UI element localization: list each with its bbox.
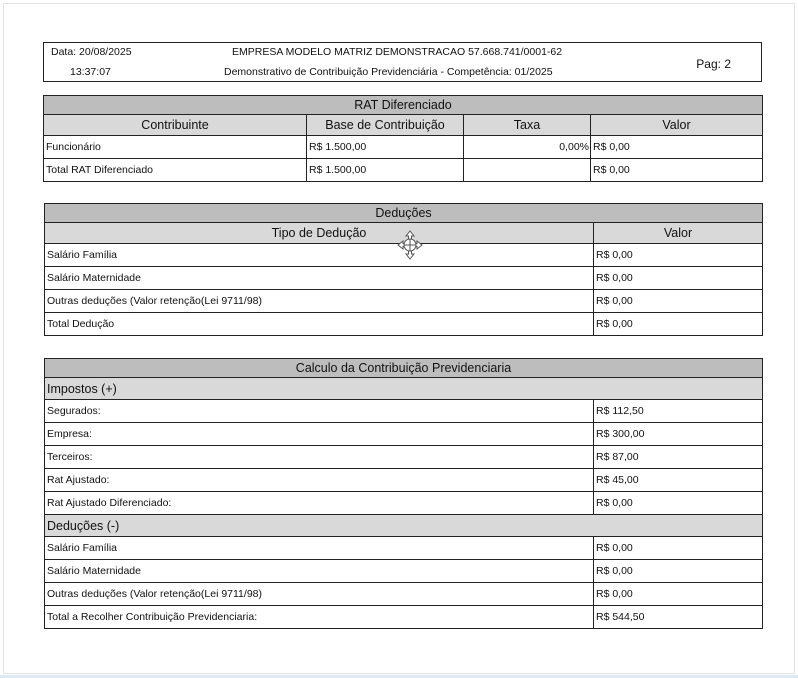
table-cell: Salário Maternidade [45, 560, 594, 583]
table-cell: R$ 1.500,00 [307, 136, 464, 159]
table-cell: R$ 0,00 [594, 492, 763, 515]
table-row [45, 560, 763, 583]
table-cell [464, 159, 591, 182]
table-cell: R$ 1.500,00 [307, 159, 464, 182]
table-cell: Funcionário [44, 136, 307, 159]
table-row [45, 606, 763, 629]
table-row [45, 423, 763, 446]
report-header [43, 42, 762, 82]
table-cell: R$ 45,00 [594, 469, 763, 492]
table-cell: R$ 0,00 [591, 159, 763, 182]
table-row [45, 267, 763, 290]
table-cell: R$ 0,00 [594, 537, 763, 560]
table-cell: R$ 0,00 [594, 560, 763, 583]
table-cell: R$ 544,50 [594, 606, 763, 629]
table-row [45, 492, 763, 515]
rat-col-valor: Valor [591, 115, 763, 136]
report-time: 13:37:07 [70, 66, 111, 78]
calculo-title: Calculo da Contribuição Previdenciaria [45, 359, 763, 378]
table-cell: Outras deduções (Valor retenção(Lei 9711/98) [45, 583, 594, 606]
deducoes-col-valor: Valor [594, 223, 763, 244]
company-name: EMPRESA MODELO MATRIZ DEMONSTRACAO 57.668.741/0001-62 [232, 46, 563, 58]
table-row [45, 537, 763, 560]
rat-col-taxa: Taxa [464, 115, 591, 136]
table-cell: Rat Ajustado Diferenciado: [45, 492, 594, 515]
rat-title: RAT Diferenciado [44, 96, 763, 115]
report-subtitle: Demonstrativo de Contribuição Previdenciária - Competência: 01/2025 [224, 66, 553, 78]
table-cell: Salário Maternidade [45, 267, 594, 290]
table-row [44, 136, 763, 159]
table-cell: Total a Recolher Contribuição Previdenciaria: [45, 606, 594, 629]
deducoes-table [44, 203, 763, 336]
table-row [45, 583, 763, 606]
table-row [45, 313, 763, 336]
table-cell: R$ 0,00 [594, 244, 763, 267]
table-cell: Total Dedução [45, 313, 594, 336]
rat-table [43, 95, 763, 182]
table-row [45, 446, 763, 469]
table-row [45, 400, 763, 423]
table-cell: Segurados: [45, 400, 594, 423]
table-cell: Outras deduções (Valor retenção(Lei 9711/98) [45, 290, 594, 313]
table-cell: R$ 0,00 [591, 136, 763, 159]
page-number: Pag: 2 [696, 57, 731, 71]
table-cell: Total RAT Diferenciado [44, 159, 307, 182]
table-cell: Empresa: [45, 423, 594, 446]
deducoes-section-label: Deduções (-) [45, 515, 763, 537]
table-cell: Salário Família [45, 244, 594, 267]
table-cell: R$ 0,00 [594, 267, 763, 290]
rat-col-base: Base de Contribuição [307, 115, 464, 136]
table-cell: R$ 0,00 [594, 583, 763, 606]
table-cell: Rat Ajustado: [45, 469, 594, 492]
deducoes-title: Deduções [45, 204, 763, 223]
deducoes-col-tipo: Tipo de Dedução [45, 223, 594, 244]
table-cell: R$ 0,00 [594, 290, 763, 313]
table-cell: R$ 112,50 [594, 400, 763, 423]
calculo-table [44, 358, 763, 629]
report-date: Data: 20/08/2025 [51, 46, 132, 58]
rat-col-contribuinte: Contribuinte [44, 115, 307, 136]
table-cell: R$ 0,00 [594, 313, 763, 336]
table-cell: R$ 87,00 [594, 446, 763, 469]
impostos-section-label: Impostos (+) [45, 378, 763, 400]
table-cell: Salário Família [45, 537, 594, 560]
move-cursor-icon [397, 230, 423, 260]
table-cell: 0,00% [464, 136, 591, 159]
table-row [45, 290, 763, 313]
table-cell: Terceiros: [45, 446, 594, 469]
table-row [44, 159, 763, 182]
table-row [45, 469, 763, 492]
table-cell: R$ 300,00 [594, 423, 763, 446]
